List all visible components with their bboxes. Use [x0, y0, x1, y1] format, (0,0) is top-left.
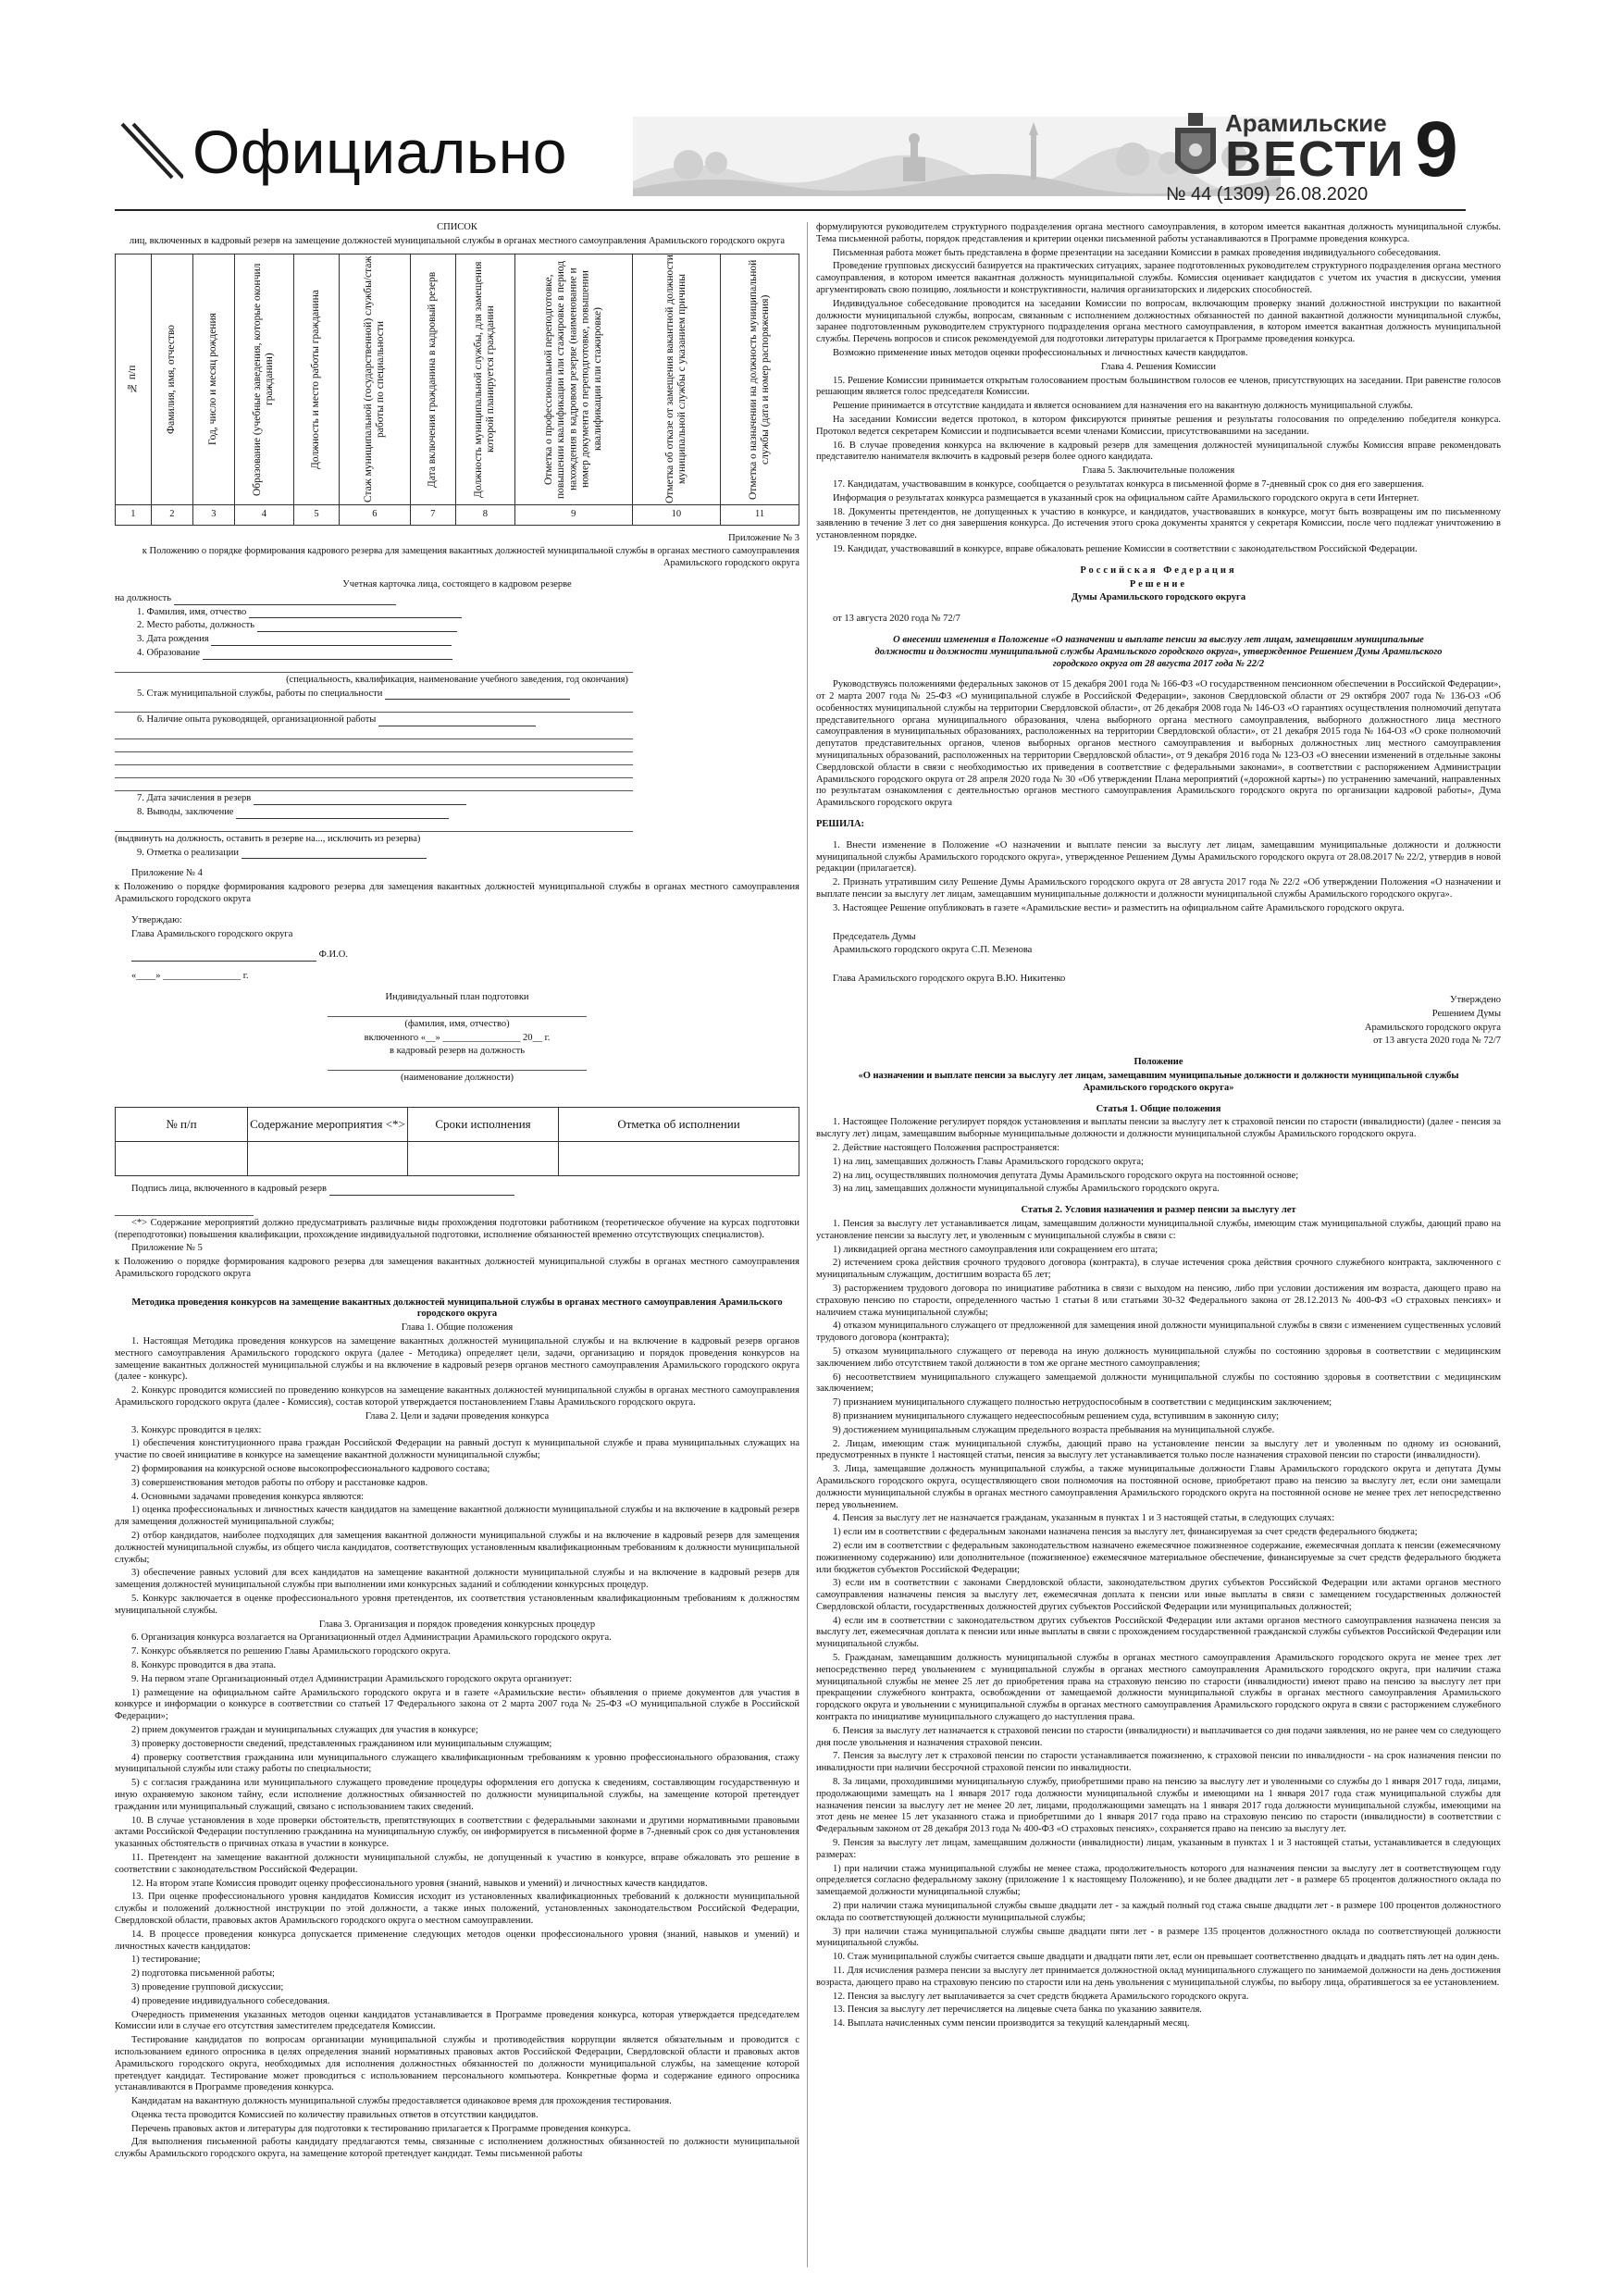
brand-name-line2: ВЕСТИ [1225, 131, 1406, 187]
card-field-label: 4. Образование [137, 647, 201, 658]
approved-line2: Решением Думы [1431, 1008, 1501, 1019]
paragraph: 3) проверку достоверности сведений, представленных гражданином или муниципальным служащим; [131, 1738, 552, 1749]
issue-info: № 44 (1309) 26.08.2020 [1166, 184, 1369, 205]
paragraph: Информация о результатах конкурса размещается в указанный срок на официальном сайте Арамильского городского округа в сети Интернет. [833, 492, 1419, 503]
appendix3-subtitle: к Положению о порядке формирования кадрового резерва для замещения вакантных должностей муниципальной службы в органах местного самоуправления Арамильского городского округа [142, 546, 799, 569]
plan-fio-note: (фамилия, имя, отчество) [404, 1018, 510, 1029]
paragraph: 1. Настоящее Положение регулирует порядок установления и выплаты пенсии за выслугу лет к страховой пенсии по старости (инвалидности) (далее - пенсия за выслугу лет) лицам, замещавшим выборные муниципальные должности и должности муниципальной службы Арамильского городского округа. [816, 1117, 1501, 1140]
table-cell: 7 [410, 504, 455, 525]
approve-date: «____» ________________ г. [131, 971, 249, 982]
paragraph: 2) на лиц, осуществлявших полномочия депутата Думы Арамильского городского округа на постоянной основе; [833, 1170, 1299, 1181]
table-header-row [116, 1107, 799, 1141]
table-header-cell: Содержание мероприятия <*> [248, 1107, 408, 1141]
paragraph: 9. На первом этапе Организационный отдел Администрации Арамильского городского округа организует: [131, 1673, 572, 1684]
paragraph: Возможно применение иных методов оценки профессиональных и личностных качеств кандидатов. [833, 347, 1248, 358]
paragraph: 2) если им в соответствии с федеральным законодательством назначено ежемесячное пожизненное содержание, ежемесячная доплата к пенсии (ежемесячному пожизненному содержанию) или дополнительное (пожизненное) ежемесячное материальное обеспечение, финансируемые за счет средств федерального бюджета или бюджетов субъектов Российской Федерации; [816, 1540, 1501, 1575]
left-column [115, 222, 799, 2267]
chapter-2-body [115, 1425, 799, 1618]
table-header-cell: Сроки исполнения [408, 1107, 559, 1141]
regulation-subtitle: «О назначении и выплате пенсии за выслугу лет лицам, замещавшим муниципальные должности и должности муниципальной службы Арамильского городского округа» [858, 1071, 1459, 1093]
paragraph: 2) прием документов граждан и муниципальных служащих для участия в конкурсе; [131, 1724, 478, 1735]
regulation-title: Положение [1134, 1057, 1183, 1068]
chapter-3-body [115, 1632, 799, 2161]
table-header-cell: Отметка о профессиональной переподготовке, повышении квалификации или стажировке в период нахождения в кадровом резерве (наименование и номер документа о переподготовке, повышении квалификации или стажировке) [542, 260, 603, 499]
card-field [115, 714, 799, 726]
paragraph: 3) если им в соответствии с законами Свердловской области, законодательством других субъектов Российской Федерации или актами органов местного самоуправления назначены пенсия за выслугу лет, ежемесячная доплата к пенсии или иные выплаты в связи с замещением государственных должностей Свердловской области, государственных должностей других субъектов Российской Федерации или муниципальных должностей; [816, 1578, 1501, 1612]
table-cell: 11 [721, 504, 799, 525]
list-title: СПИСОК [437, 222, 477, 232]
table-header-row [116, 254, 799, 504]
paragraph: 4) отказом муниципального служащего от предложенной для замещения иной должности муниципальной службы в связи с изменением существенных условий трудового договора (контракта); [816, 1321, 1501, 1344]
table-header-cell: Дата включения гражданина в кадровый резерв [427, 271, 439, 488]
chapter-4-title: Глава 4. Решения Комиссии [1101, 361, 1216, 372]
table-cell [248, 1141, 408, 1175]
paragraph: 6. Пенсия за выслугу лет назначается к страховой пенсии по старости (инвалидности) и выплачивается со дня подачи заявления, но не ранее чем со следующего дня после увольнения и назначения страховой пенсии. [816, 1725, 1501, 1748]
approved-line3: Арамильского городского округа [1364, 1022, 1501, 1033]
paragraph: 1) на лиц, замещавших должность Главы Арамильского городского округа; [833, 1156, 1144, 1167]
table-cell [116, 1141, 248, 1175]
paragraph: 14. В процессе проведения конкурса допускается применение следующих методов оценки профессионального уровня (знаний, навыков и умений) и личностных качеств кандидатов: [115, 1929, 799, 1952]
method-title: Методика проведения конкурсов на замещение вакантных должностей муниципальной службы в органах местного самоуправления Арамильского городского округа [131, 1297, 783, 1320]
paragraph: Оценка теста проводится Комиссией по количеству правильных ответов в отсутствии кандидатов. [131, 2109, 539, 2120]
paragraph: Тестирование кандидатов по вопросам организации муниципальной службы и противодействия коррупции является обязательным и проводится с использованием единого опросника в целях определения знаний нормативных правовых актов Российской Федерации, Свердловской области и правовых актов Арамильского городского округа, необходимых для исполнения должностных обязанностей по должности муниципальной службы, на замещение которой претендует кандидат. Тестирование может проводиться с использованием персонального компьютера. Конкретные форма и содержание единого опросника устанавливаются в Программе проведения конкурса. [115, 2035, 799, 2093]
paragraph: 2. Лицам, имеющим стаж муниципальной службы, дающий право на установление пенсии за выслугу лет и уволенным по одному из оснований, предусмотренных в пункте 1 настоящей статьи, пенсия за выслугу лет устанавливается только после назначения страховой пенсии по старости (инвалидности). [816, 1438, 1501, 1461]
paragraph: Очередность применения указанных методов оценки кандидатов устанавливается в Программе проведения конкурса, которая утверждается председателем Комиссии или в случае его отсутствия заместителем председателя Комиссии. [115, 2009, 799, 2032]
card-field-label: на должность [115, 592, 172, 603]
footnote: <*> Содержание мероприятий должно предусматривать различные виды прохождения подготовки работником (теоретическое обучение на курсах подготовки (переподготовки) повышения квалификации, прохождение индивидуальной подготовки, исполнение обязанностей временно отсутствующих специалистов). [115, 1217, 799, 1240]
card-field [115, 848, 799, 860]
plan-title: Индивидуальный план подготовки [385, 991, 529, 1002]
table-cell: 1 [116, 504, 152, 525]
paragraph: 1) обеспечения конституционного права граждан Российской Федерации на равный доступ к муниципальной службе и права муниципальных служащих на участие по своей инициативе в конкурсе на замещение вакантной должности муниципальной службы; [115, 1438, 799, 1461]
table-header-cell: Должность и место работы гражданина [310, 289, 322, 469]
chapter-2-title: Глава 2. Цели и задачи проведения конкурса [365, 1410, 550, 1421]
table-header-cell: Должность муниципальной службы, для замещения которой планируется гражданин [473, 260, 497, 498]
approve-who: Глава Арамильского городского округа [131, 928, 293, 939]
table-header-cell: Отметка об отказе от замещения вакантной должности муниципальной службы с указанием причины [663, 254, 688, 504]
table-cell: 5 [293, 504, 339, 525]
card-field-label: 8. Выводы, заключение [137, 806, 234, 817]
header-rule [115, 209, 1466, 211]
paragraph: 4) проверку соответствия гражданина или муниципального служащего квалификационным требованиям к уровню профессионального образования, стажу муниципальной службы или стажу работы по специальности; [115, 1752, 799, 1775]
table-cell: 3 [192, 504, 234, 525]
card-title: Учетная карточка лица, состоящего в кадровом резерве [342, 578, 572, 590]
paragraph: Перечень правовых актов и литературы для подготовки к тестированию прилагается к Программе проведения конкурса. [131, 2123, 631, 2134]
newspaper-logo [1170, 109, 1406, 192]
paragraph: 2) подготовка письменной работы; [131, 1968, 275, 1980]
table-header-cell: Отметка о назначении на должность муниципальной службы (дата и номер распоряжения) [747, 258, 772, 500]
paragraph: 13. Пенсия за выслугу лет перечисляется на лицевые счета банка по указанию заявителя. [833, 2004, 1202, 2016]
table-header-cell: № п/п [127, 365, 139, 393]
paragraph: 4. Основными задачами проведения конкурса являются: [131, 1491, 365, 1502]
card-field-label: 9. Отметка о реализации [137, 847, 239, 858]
card-field [115, 793, 799, 805]
paragraph: 5) отказом муниципального служащего от перевода на иную должность муниципальной службы по состоянию здоровья в соответствии с медицинским заключением либо отсутствием такой должности в том же органе местного самоуправления; [816, 1346, 1501, 1369]
paragraph: 18. Документы претендентов, не допущенных к участию в конкурсе, и кандидатов, участвовавших в конкурсе, могут быть возвращены им по письменному заявлению в течение 3 лет со дня завершения конкурса. До истечения этого срока документы хранятся у секретаря Комиссии, после чего подлежат уничтожению в установленном порядке. [816, 506, 1501, 541]
table-number-row [116, 504, 799, 525]
section-title: Официально [192, 118, 567, 186]
chapter-4-body [816, 376, 1501, 465]
table-cell: 6 [340, 504, 411, 525]
card-field [115, 620, 799, 632]
decision-heading: Решение [1129, 578, 1188, 590]
card-field-note: (специальность, квалификация, наименование учебного заведения, год окончания) [286, 674, 628, 685]
page-header [115, 98, 1466, 209]
paragraph: 12. На втором этапе Комиссия проводит оценку профессионального уровня (знаний, навыков и умений) и личностных качеств кандидатов. [131, 1878, 708, 1889]
approve-fio: Ф.И.О. [318, 949, 348, 961]
card-field [115, 634, 799, 646]
appendix5-title: Приложение № 5 [131, 1243, 203, 1254]
paragraph: Индивидуальное собеседование проводится на заседании Комиссии по вопросам, включающим проверку знаний должностной инструкции по вакантной должности муниципальной службы, вопросам, связанным с исполнением должностных обязанностей по данной вакантной должности муниципальной службы, заранее подготовленным руководителем структурного подразделения органа местного самоуправления, в котором имеется вакантная должность муниципальной службы. Перечень вопросов и список рекомендуемой для подготовки литературы прилагается к Программе проведения конкурса. [816, 298, 1501, 345]
plan-included: включенного «__» ________________ 20__ г. [364, 1032, 551, 1043]
paragraph: 2) истечением срока действия срочного трудового договора (контракта), в случае истечения срока действия срочного служебного контракта, заключенного с муниципальным служащим, достигшим возраста 65 лет; [816, 1258, 1501, 1281]
paragraph: 3) совершенствования методов работы по отбору и расстановке кадров. [131, 1477, 428, 1488]
paragraph: 3. Настоящее Решение опубликовать в газете «Арамильские вести» и разместить на официальном сайте Арамильского городского округа. [833, 902, 1405, 913]
article-2-body [816, 1219, 1501, 2030]
paragraph: 1) размещение на официальном сайте Арамильского городского округа и в газете «Арамильские вести» объявления о приеме документов для участия в конкурсе и информации о конкурсе в соответствии со статьей 17 Федерального закона от 2 марта 2007 года № 25-ФЗ «О муниципальной службе в Российской Федерации»; [115, 1687, 799, 1722]
paragraph: 1. Внести изменение в Положение «О назначении и выплате пенсии за выслугу лет лицам, замещавшим муниципальные должности и должности муниципальной службы Арамильского городского округа», утвержденное Решением Думы Арамильского городского округа от 28.08.2017 № 22/2, утвердив в новой редакции (прилагается). [816, 839, 1501, 875]
appendix3-title: Приложение № 3 [728, 532, 799, 543]
table-cell: 8 [455, 504, 514, 525]
article-1-title: Статья 1. Общие положения [1096, 1103, 1221, 1114]
card-field [115, 607, 799, 619]
paragraph: 2. Действие настоящего Положения распространяется: [833, 1143, 1059, 1153]
paragraph: 5) с согласия гражданина или муниципального служащего проведение процедуры оформления его допуска к сведениям, составляющим государственную и иную охраняемую законом тайну, если исполнение должностных обязанностей по должности муниципальной службы, на замещение которой претендует гражданин или муниципальный служащий, связано с использованием таких сведений. [115, 1778, 799, 1812]
table-cell [408, 1141, 559, 1175]
card-field [115, 807, 799, 819]
chapter-5-title: Глава 5. Заключительные положения [1082, 465, 1235, 477]
paragraph: 1) ликвидацией органа местного самоуправления или сокращением его штата; [833, 1244, 1158, 1255]
approve-label: Утверждаю: [131, 914, 182, 925]
paragraph: 7. Конкурс объявляется по решению Главы Арамильского городского округа. [131, 1646, 451, 1657]
paragraph: 2. Признать утратившим силу Решение Думы Арамильского городского округа от 28 августа 2017 года № 22/2 «Об утверждении Положения «О назначении и выплате пенсии за выслугу лет лицам, замещавшим муниципальные должности и должности муниципальной службы Арамильского городского округа». [816, 877, 1501, 900]
plan-reserve: в кадровый резерв на должность [390, 1046, 525, 1057]
brand-name-line1: Арамильские [1225, 109, 1387, 137]
head-signature: Глава Арамильского городского округа В.Ю. Никитенко [833, 974, 1066, 985]
chair-line2: Арамильского городского округа С.П. Мезенова [833, 945, 1033, 956]
coat-of-arms-icon [1170, 113, 1221, 187]
paragraph: 8. Конкурс проводится в два этапа. [131, 1660, 277, 1670]
table-header-cell: Год, число и месяц рождения [207, 313, 219, 446]
paragraph: 1) если им в соответствии с федеральным законами назначена пенсия за выслугу лет, финансируемая за счет средств федерального бюджета; [833, 1527, 1418, 1538]
card-field-note: (выдвинуть на должность, оставить в резерве на..., исключить из резерва) [115, 833, 421, 844]
paragraph: 8. За лицами, проходившими муниципальную службу, приобретшими право на пенсию за выслугу лет и уволенными со службы до 1 января 2017 года, лицами, продолжающими замещать на 1 января 2017 года должности муниципальной службы и имеющими на 1 января 2017 года стаж муниципальной службы для назначения пенсии за выслугу лет не менее 20 лет, лицами, продолжающими замещать на 1 января 2017 года должности муниципальной службы, имеющими на этот день не менее 15 лет указанного стажа и приобретшими до 1 января 2017 года право на страховую пенсию по старости (инвалидности) в соответствии с Федеральным законом от 28 декабря 2013 года № 400-ФЗ «О страховых пенсиях», сохраняется право на пенсию за выслугу лет. [816, 1777, 1501, 1835]
paragraph: Письменная работа может быть представлена в форме презентации на заседании Комиссии в рамках проведения индивидуального собеседования. [833, 247, 1441, 258]
paragraph: 6) несоответствием муниципального служащего замещаемой должности муниципальной службы по состоянию здоровья в соответствии с медицинским заключением; [816, 1371, 1501, 1395]
appendix5-subtitle: к Положению о порядке формирования кадрового резерва для замещения вакантных должностей муниципальной службы в органах местного самоуправления Арамильского городского округа [115, 1257, 799, 1279]
table-cell: 2 [151, 504, 192, 525]
paragraph: 5. Конкурс заключается в оценке профессионального уровня претендентов, их соответствия установленным квалификационным требованиям к должностям муниципальной службы. [115, 1594, 799, 1616]
paragraph: 7) признанием муниципального служащего полностью нетрудоспособным в соответствии с медицинским заключением; [833, 1397, 1332, 1409]
approved-line1: Утверждено [1450, 995, 1501, 1006]
approve-fio-line [115, 949, 799, 962]
paragraph: 3) расторжением трудового договора по инициативе работника в связи с выходом на пенсию, либо при условии достижения им возраста, дающего право на страховую пенсию по старости, определенного частью 1 статьи 8 или статьями 30-32 Федерального закона от 28.12.2013 № 400-ФЗ «О страховых пенсиях» и наличием стажа муниципальной службы; [816, 1283, 1501, 1318]
table-row [116, 1141, 799, 1175]
paragraph: 3. Конкурс проводится в целях: [131, 1424, 262, 1435]
paragraph: 3. Лица, замещавшие должность муниципальной службы, а также муниципальные должности Главы Арамильского городского округа и депутата Думы Арамильского городского округа, осуществляющего свои полномочия на постоянной основе, приобретают право на пенсию за выслугу лет, если они замещали должности муниципальной службы в органах местного самоуправления Арамильского городского округа на постоянной основе не менее трех лет непосредственно перед увольнением. [816, 1464, 1501, 1510]
table-cell: 10 [632, 504, 720, 525]
table-header-cell: № п/п [116, 1107, 248, 1141]
rf-heading: Российская Федерация [1080, 565, 1237, 576]
decision-preamble: Руководствуясь положениями федеральных законов от 15 декабря 2001 года № 166-ФЗ «О государственном пенсионном обеспечении в Российской Федерации», от 2 марта 2007 года № 25-ФЗ «О муниципальной службе в Российской Федерации», законов Свердловской области от 29 октября 2007 года № 136-ОЗ «Об особенностях муниципальной службы на территории Свердловской области», от 26 декабря 2008 года № 146-ОЗ «О гарантиях осуществления полномочий депутата представительного органа муниципального образования, члена выборного органа местного самоуправления, выборного должностного лица местного самоуправления в муниципальных образованиях, расположенных на территории Свердловской области», от 21 декабря 2015 года № 164-ОЗ «О сроке полномочий депутатов представительных органов, членов выборных органов местного самоуправления и выборных должностных лиц местного самоуправления муниципальных образований, расположенных на территории Свердловской области», от 9 декабря 2016 года № 123-ОЗ «О внесении изменений в отдельные законы Свердловской области в связи с необходимостью их приведения в соответствие с федеральными законами», в соответствии с распоряжением Администрации Арамильского городского округа от 28 апреля 2020 года № 30 «Об утверждении Плана мероприятий («дорожной карты») по устранению замечаний, направленных по результатам ознакомления с деятельностью органов местного самоуправления Арамильского городского округа по организации кадровой работы», Дума Арамильского городского округа [816, 679, 1501, 809]
card-field [115, 593, 799, 605]
paragraph: 17. Кандидатам, участвовавшим в конкурсе, сообщается о результатах конкурса в письменной форме в 7-дневный срок со дня его завершения. [833, 478, 1425, 490]
decision-date: от 13 августа 2020 года № 72/7 [833, 614, 960, 625]
method-continuation [816, 222, 1501, 360]
reserve-list-table [115, 254, 799, 526]
chair-line1: Председатель Думы [833, 931, 916, 942]
paragraph: 3) обеспечение равных условий для всех кандидатов на замещение вакантной должности муниципальной службы и на включение в кадровый резерв для замещения должностей муниципальной службы при выполнении ими конкурсных заданий и соблюдении конкурсных процедур. [115, 1568, 799, 1591]
paragraph: 12. Пенсия за выслугу лет выплачивается за счет средств бюджета Арамильского городского округа. [833, 1991, 1249, 2002]
paragraph: 6. Организация конкурса возлагается на Организационный отдел Администрации Арамильского городского округа. [131, 1632, 612, 1644]
table-header-cell: Фамилия, имя, отчество [166, 324, 178, 434]
paragraph: 2) формирования на конкурсной основе высокопрофессионального кадрового состава; [131, 1464, 490, 1475]
paragraph: 3) при наличии стажа муниципальной службы свыше двадцати пяти лет - в размере 135 процентов должностного оклада по соответствующей должности муниципальной службы. [816, 1926, 1501, 1949]
paragraph: 15. Решение Комиссии принимается открытым голосованием простым большинством голосов ее членов, присутствующих на заседании. При равенстве голосов решающим является голос председателя Комиссии. [816, 375, 1501, 398]
paragraph: 9) достижением муниципальным служащим предельного возраста пребывания на муниципальной службе. [833, 1424, 1275, 1435]
chapter-5-body [816, 479, 1501, 556]
card-field-label: 3. Дата рождения [137, 634, 209, 645]
chapter-3-title: Глава 3. Организация и порядок проведения конкурсных процедур [318, 1619, 596, 1630]
paragraph: 1. Пенсия за выслугу лет устанавливается лицам, замещавшим должности муниципальной службы, имеющим стаж муниципальной службы, дающий право на установление пенсии за выслугу лет, и уволенным с муниципальной службы в связи с: [816, 1218, 1501, 1241]
paragraph: 13. При оценке профессионального уровня кандидатов Комиссия исходит из установленных квалификационных требований к должности муниципальной службы и положений должностной инструкции по этой должности, а также иных положений, установленных законодательством Российской Федерации, Свердловской области, правовых актов Арамильского городского округа о местном самоуправлении. [115, 1892, 799, 1926]
paragraph: 5. Гражданам, замещавшим должность муниципальной службы в органах местного самоуправления Арамильского городского округа не менее трех лет непосредственно перед увольнением с муниципальной службы в органах местного самоуправления Арамильского городского округа, при наличии стажа муниципальной службы не менее 25 лет до приобретения права на страховую пенсию по старости (инвалидности) имеют право на пенсию за выслугу лет при прекращении служебного контракта, освобождении от замещаемой должности муниципальной службы в органах местного самоуправления Арамильского городского округа и увольнении с муниципальной службы в органах местного самоуправления Арамильского городского округа в связи с расторжением служебного контракта по инициативе муниципального служащего до наступления права. [816, 1653, 1501, 1723]
paragraph: 7. Пенсия за выслугу лет к страховой пенсии по старости устанавливается пожизненно, к страховой пенсии по инвалидности - на срок назначения пенсии по инвалидности при наличии бессрочной страховой пенсии по инвалидности. [816, 1751, 1501, 1774]
paragraph: 9. Пенсия за выслугу лет лицам, замещавшим должности (инвалидности) лицам, указанным в пунктах 1 и 3 настоящей статьи, устанавливается в следующих размерах: [816, 1838, 1501, 1860]
column-divider [807, 222, 808, 2267]
card-field-label: 6. Наличие опыта руководящей, организационной работы [137, 714, 377, 726]
card-field-label: 7. Дата зачисления в резерв [137, 793, 252, 804]
paragraph: Проведение групповых дискуссий базируется на практических ситуациях, заранее подготовленных руководителем структурного подразделения органа местного самоуправления, в котором имеется вакантная должность муниципальной службы. Комиссия оценивает кандидатов с учетом их участия в дискуссии, умения аргументировать свою позицию, лояльности и конструктивности, наличия организаторских и лидерских способностей. [816, 261, 1501, 295]
resolved-label: РЕШИЛА: [816, 819, 865, 830]
section-stripes-icon [118, 118, 183, 188]
paragraph: 10. В случае установления в ходе проверки обстоятельств, препятствующих в соответствии с федеральными законами и другими нормативными правовыми актами Российской Федерации поступлению гражданина на муниципальную службу, он информируется в письменной форме в 7-дневный срок со дня установления указанных обстоятельств о причинах отказа в участии в конкурсе. [115, 1815, 799, 1850]
table-cell [559, 1141, 799, 1175]
duma-heading: Думы Арамильского городского округа [1071, 592, 1246, 603]
paragraph: 4) проведение индивидуального собеседования. [131, 1995, 330, 2006]
paragraph: 11. Для исчисления размера пенсии за выслугу лет принимается должностной оклад муниципального служащего по занимаемой должности на день достижения возраста, дающего право на страховую пенсию по старости или на день увольнения с муниципальной службы, по выбору лица, обратившегося за ее установлением. [816, 1966, 1501, 1988]
paragraph: 8) признанием муниципального служащего недееспособным решением суда, вступившим в законную силу; [833, 1410, 1279, 1421]
card-field-label: 5. Стаж муниципальной службы, работы по специальности [137, 688, 383, 699]
card-field [115, 648, 799, 660]
paragraph: 19. Кандидат, участвовавший в конкурсе, вправе обжаловать решение Комиссии в соответствии с законодательством Российской Федерации. [833, 543, 1418, 554]
appendix4-subtitle: к Положению о порядке формирования кадрового резерва для замещения вакантных должностей муниципальной службы в органах местного самоуправления Арамильского городского округа [115, 882, 799, 904]
paragraph: 2) отбор кандидатов, наиболее подходящих для замещения вакантной должности муниципальной службы и на включение в кадровый резерв для замещения должностей муниципальной службы, из общего числа кандидатов, соответствующих установленным квалификационным требованиям к должности муниципальной службы; [115, 1531, 799, 1565]
paragraph: На заседании Комиссии ведется протокол, в котором фиксируются принятые решения и результаты голосования по определению победителя конкурса. Протокол ведется секретарем Комиссии и подписывается всеми членами Комиссии, присутствовавшими на заседании. [816, 414, 1501, 437]
article-2-title: Статья 2. Условия назначения и размер пенсии за выслугу лет [1021, 1205, 1296, 1216]
plan-signature [115, 1184, 799, 1196]
training-plan-table [115, 1107, 799, 1176]
paragraph: формулируются руководителем структурного подразделения органа местного самоуправления, в котором имеется вакантная должность муниципальной службы. Тема письменной работы, порядок представления и критерии оценки письменной работы устанавливаются в Программе проведения конкурса. [816, 222, 1501, 244]
plan-position-note: (наименование должности) [400, 1073, 514, 1084]
chapter-1-title: Глава 1. Общие положения [401, 1322, 514, 1334]
page-number: 9 [1415, 105, 1458, 192]
paragraph: 1) тестирование; [131, 1955, 201, 1966]
approved-line4: от 13 августа 2020 года № 72/7 [1373, 1036, 1501, 1047]
paragraph: 1. Настоящая Методика проведения конкурсов на замещение вакантных должностей муниципальной службы и на включение в кадровый резерв органов местного самоуправления Арамильского городского округа (далее - Методика) определяет цели, задачи, организацию и порядок проведения конкурсов на замещение вакантных должностей муниципальной службы и на включение в кадровый резерв органов местного самоуправления Арамильского городского округа (далее - конкурс). [115, 1336, 799, 1383]
card-field-label: 2. Место работы, должность [137, 620, 254, 631]
paragraph: 1) при наличии стажа муниципальной службы не менее стажа, продолжительность которого для назначения пенсии за выслугу лет в соответствующем году определяется согласно федеральному закону (приложение 1 к настоящему Положению), и не более двадцати лет - в размере 65 процентов должностного оклада по замещаемой должности муниципальной службы; [816, 1863, 1501, 1898]
appendix4-title: Приложение № 4 [131, 868, 203, 879]
table-cell: 9 [514, 504, 632, 525]
paragraph: 4. Пенсия за выслугу лет не назначается гражданам, указанным в пунктах 1 и 3 настоящей статьи, в следующих случаях: [833, 1513, 1335, 1524]
table-cell: 4 [234, 504, 293, 525]
paragraph: Кандидатам на вакантную должность муниципальной службы предоставляется одинаковое время для прохождения тестирования. [131, 2096, 672, 2107]
list-subtitle: лиц, включенных в кадровый резерв на замещение должностей муниципальной службы в органах местного самоуправления Арамильского городского округа [129, 235, 786, 246]
table-header-cell: Образование (учебные заведения, которые окончил гражданин) [252, 262, 276, 496]
paragraph: 11. Претендент на замещение вакантной должности муниципальной службы, не допущенный к участию в конкурсе, вправе обжаловать это решение в соответствии с законодательством Российской Федерации. [115, 1852, 799, 1875]
article-1-body [816, 1117, 1501, 1196]
table-header-cell: Отметка об исполнении [559, 1107, 799, 1141]
paragraph: 2) при наличии стажа муниципальной службы свыше двадцати лет - за каждый полный год стажа свыше двадцати лет - в размере 100 процентов должностного оклада по соответствующей должности муниципальной службы; [816, 1901, 1501, 1923]
right-column [816, 222, 1501, 2267]
paragraph: 2. Конкурс проводится комиссией по проведению конкурсов на замещение вакантных должностей муниципальной службы в органах местного самоуправления Арамильского городского округа (далее - Комиссия), состав которой утверждается постановлением Главы Арамильского городского округа. [115, 1385, 799, 1409]
paragraph: 4) если им в соответствии с законодательством других субъектов Российской Федерации или актами органов местного самоуправления назначена пенсия за выслугу лет, ежемесячная доплата к пенсии или иные выплаты в связи с прохождением государственной гражданской службы субъектов Российской Федерации или муниципальной службы. [816, 1615, 1501, 1650]
card-field-label: 1. Фамилия, имя, отчество [137, 606, 247, 617]
paragraph: 3) проведение групповой дискуссии; [131, 1981, 284, 1992]
paragraph: 14. Выплата начисленных сумм пенсии производится за текущий календарный месяц. [833, 2018, 1190, 2029]
paragraph: 16. В случае проведения конкурса на включение в кадровый резерв для замещения должностей муниципальной службы Комиссия вправе рекомендовать представителю нанимателя включить в кадровый резерв более одного кандидата. [816, 440, 1501, 463]
plan-signature-label: Подпись лица, включенного в кадровый резерв [131, 1183, 328, 1194]
decision-title: О внесении изменения в Положение «О назначении и выплате пенсии за выслугу лет лицам, замещавшим муниципальные должности и должности муниципальной службы Арамильского городского округа», утвержденное Решением Думы Арамильского городского округа от 28 августа 2017 года № 22/2 [874, 634, 1443, 669]
paragraph: Решение принимается в отсутствие кандидата и является основанием для назначения его на вакантную должность муниципальной службы. [833, 401, 1414, 412]
paragraph: Для выполнения письменной работы кандидату предлагаются темы, связанные с исполнением должностных обязанностей по должности муниципальной службы Арамильского городского округа, на замещение которой претендует кандидат. Темы письменной работы [115, 2137, 799, 2160]
card-field [115, 689, 799, 701]
paragraph: 10. Стаж муниципальной службы считается свыше двадцати и двадцати пяти лет, если он превышает соответственно двадцать и двадцать пять лет на один день. [833, 1952, 1500, 1963]
paragraph: 3) на лиц, замещавших должности муниципальной службы Арамильского городского округа. [833, 1184, 1220, 1195]
table-header-cell: Стаж муниципальной (государственной) службы/стаж работы по специальности [362, 255, 386, 503]
paragraph: 1) оценка профессиональных и личностных качеств кандидатов на замещение вакантной должности муниципальной службы и на включение в кадровый резерв для замещения должностей муниципальной службы; [115, 1505, 799, 1528]
